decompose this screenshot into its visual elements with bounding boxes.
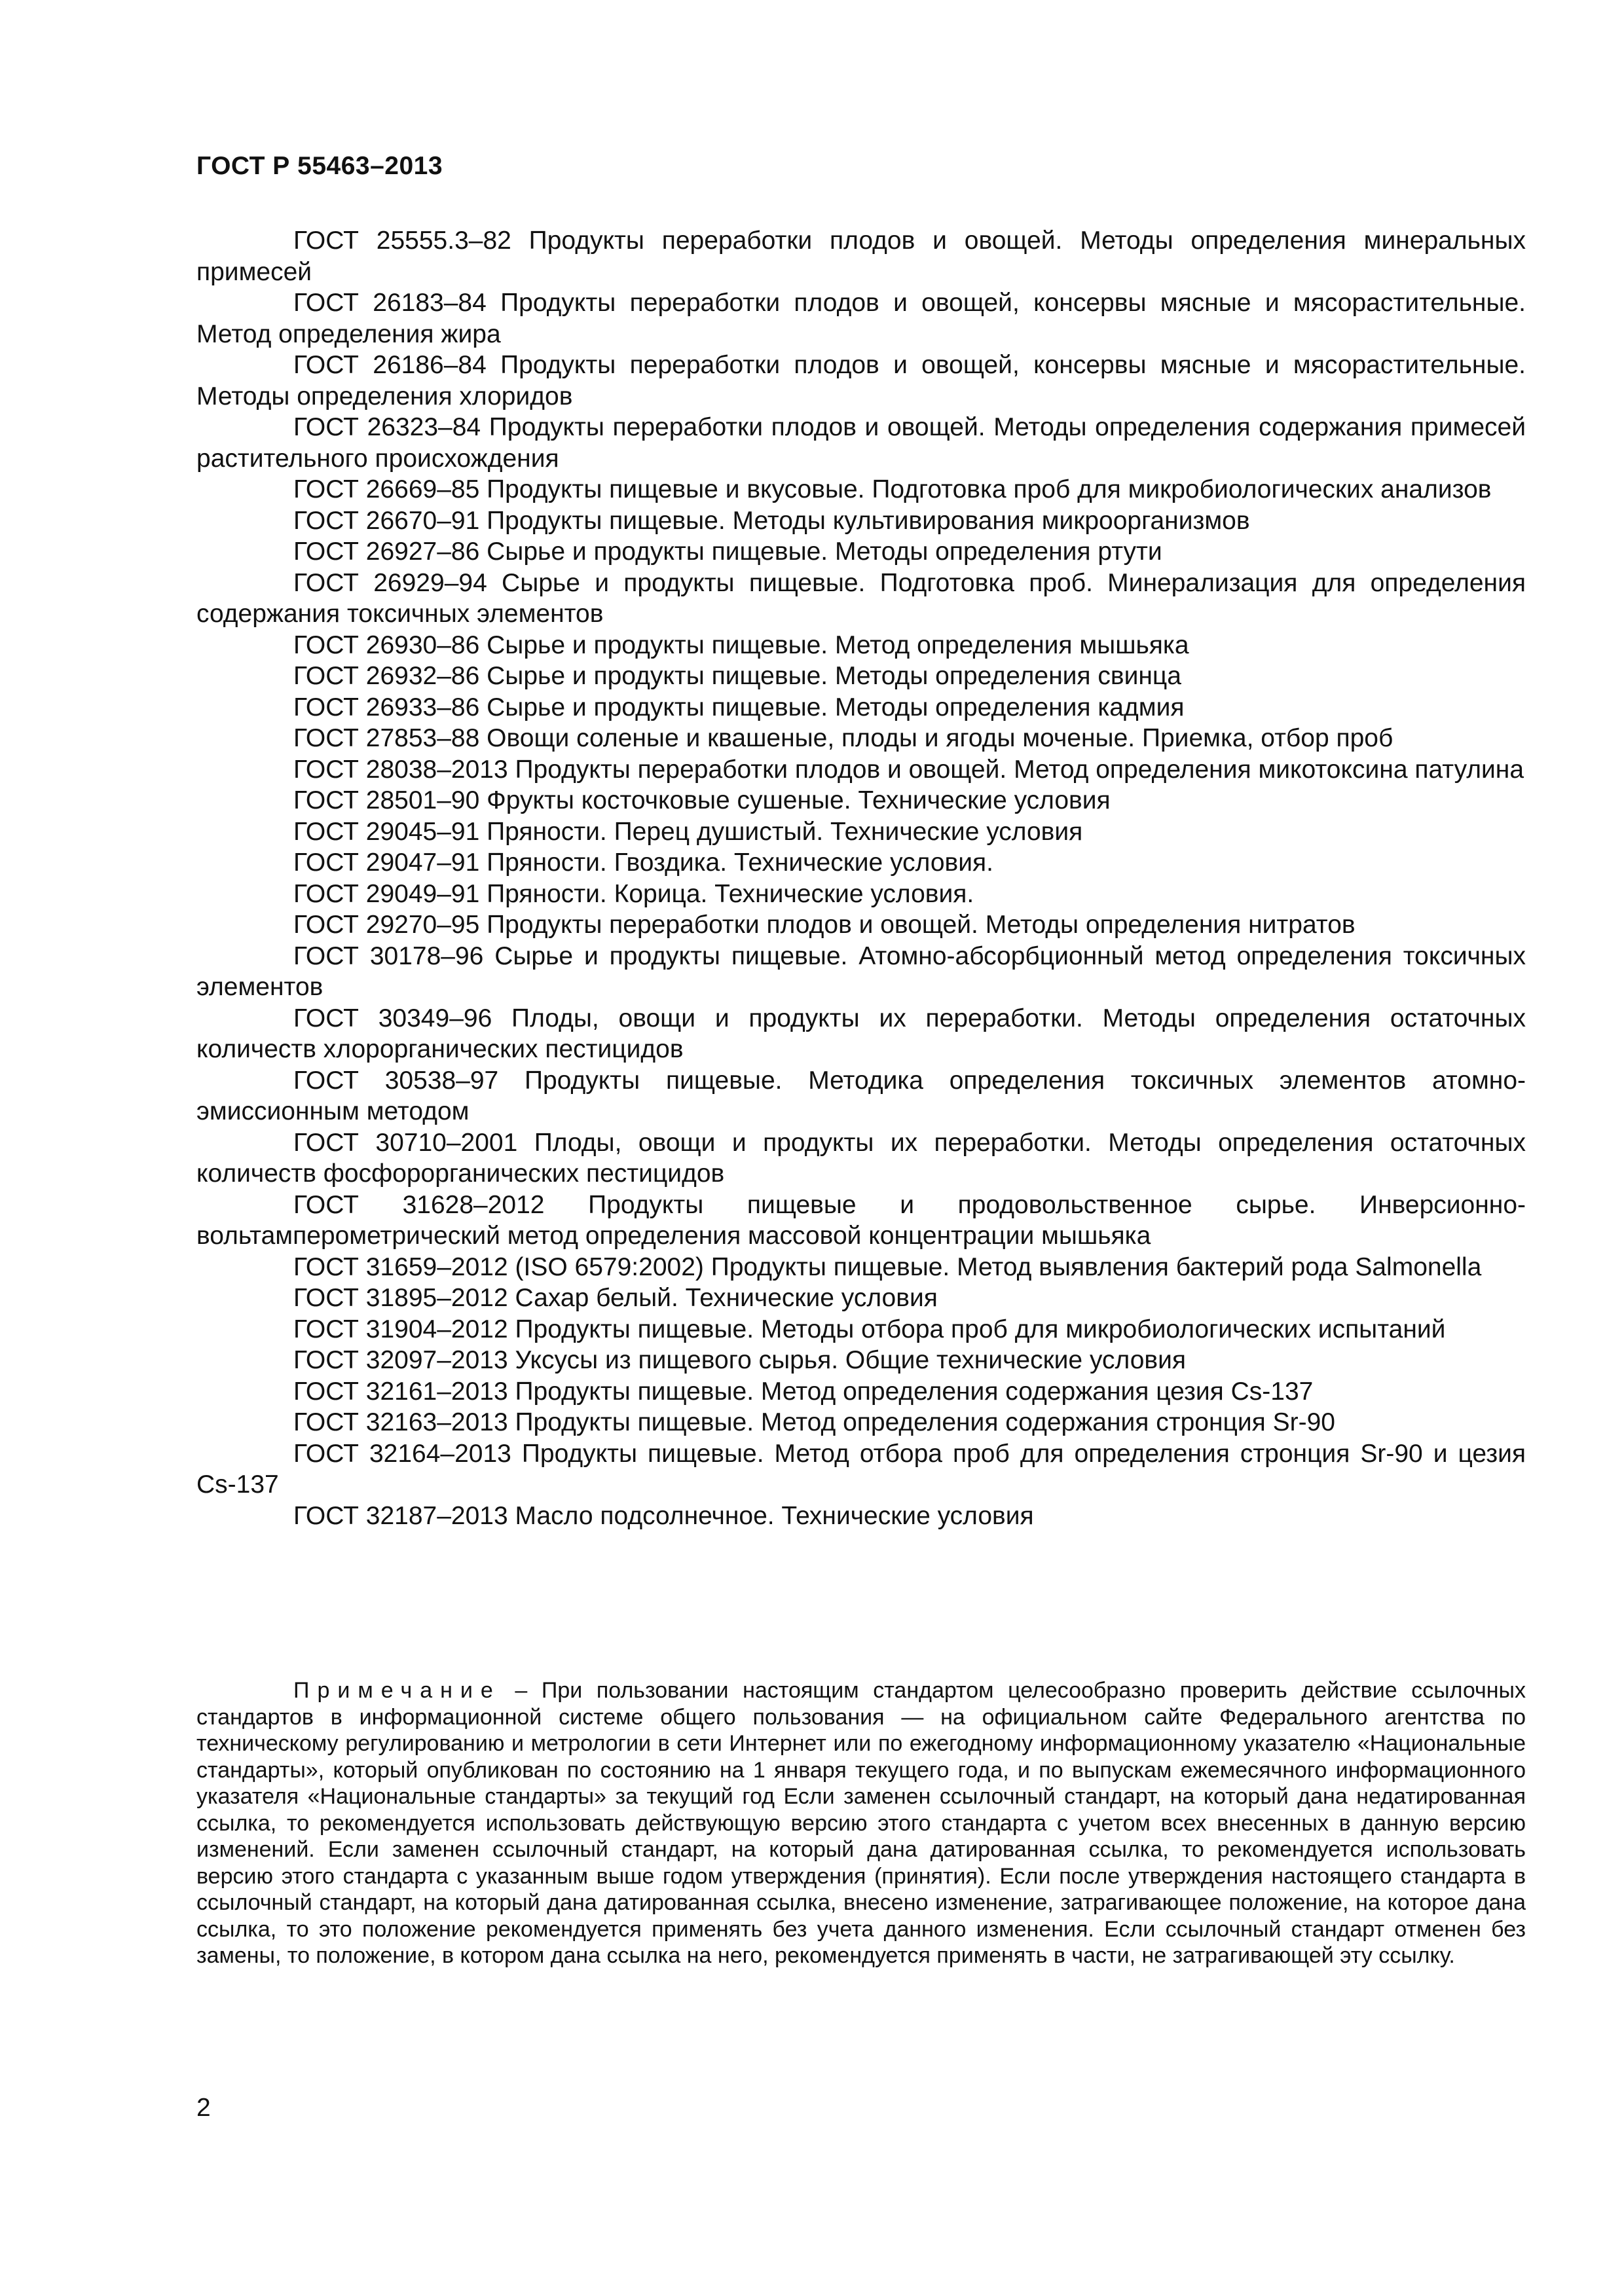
reference-item: ГОСТ 25555.3–82 Продукты переработки плодов и овощей. Методы определения минеральных примесей [196, 227, 1526, 286]
note-label: Примечание [293, 1678, 501, 1703]
reference-item: ГОСТ 26932–86 Сырье и продукты пищевые. Методы определения свинца [293, 662, 1181, 690]
reference-item: ГОСТ 26669–85 Продукты пищевые и вкусовые. Подготовка проб для микробиологических анализов [293, 475, 1492, 503]
reference-item: ГОСТ 26670–91 Продукты пищевые. Методы культивирования микроорганизмов [293, 506, 1250, 535]
note-paragraph [196, 1677, 1526, 1969]
reference-item: ГОСТ 28501–90 Фрукты косточковые сушеные. Технические условия [293, 786, 1111, 814]
reference-item: ГОСТ 31659–2012 (ISO 6579:2002) Продукты пищевые. Метод выявления бактерий рода Salmonella [293, 1252, 1482, 1281]
reference-item: ГОСТ 29049–91 Пряности. Корица. Технические условия. [293, 879, 974, 908]
reference-item: ГОСТ 26186–84 Продукты переработки плодов и овощей, консервы мясные и мясорастительные. Методы определения хлоридов [196, 351, 1526, 410]
reference-item: ГОСТ 28038–2013 Продукты переработки плодов и овощей. Метод определения микотоксина патулина [293, 755, 1524, 784]
reference-item: ГОСТ 31628–2012 Продукты пищевые и продовольственное сырье. Инверсионно-вольтамперометрический метод определения массовой концентрации мышьяка [196, 1190, 1526, 1250]
note-text: – При пользовании настоящим стандартом целесообразно проверить действие ссылочных стандартов в информационной системе общего пользования — на официальном сайте Федерального агентства по техническому регулированию и метрологии в сети Интернет или по ежегодному информационному указателю «Национальные стандарты», который опубликован по состоянию на 1 января текущего года, и по выпускам ежемесячного информационного указателя «Национальные стандарты» за текущий год Если заменен ссылочный стандарт, на который дана недатированная ссылка, то рекомендуется использовать действующую версию этого стандарта с учетом всех внесенных в данную версию изменений. Если заменен ссылочный стандарт, на который дана датированная ссылка, то рекомендуется использовать версию этого стандарта с указанным выше годом утверждения (принятия). Если после утверждения настоящего стандарта в ссылочный стандарт, на который дана датированная ссылка, внесено изменение, затрагивающее положение, на которое дана ссылка, то это положение рекомендуется применять без учета данного изменения. Если ссылочный стандарт отменен без замены, то положение, в котором дана ссылка на него, рекомендуется применять в части, не затрагивающей эту ссылку. [196, 1678, 1526, 1968]
reference-item: ГОСТ 31895–2012 Сахар белый. Технические условия [293, 1284, 938, 1312]
reference-item: ГОСТ 27853–88 Овощи соленые и квашеные, плоды и ягоды моченые. Приемка, отбор проб [293, 724, 1393, 752]
reference-item: ГОСТ 30710–2001 Плоды, овощи и продукты их переработки. Методы определения остаточных количеств фосфорорганических пестицидов [196, 1128, 1526, 1188]
reference-item: ГОСТ 26183–84 Продукты переработки плодов и овощей, консервы мясные и мясорастительные. Метод определения жира [196, 289, 1526, 348]
reference-item: ГОСТ 26933–86 Сырье и продукты пищевые. Методы определения кадмия [293, 693, 1185, 721]
reference-item: ГОСТ 30178–96 Сырье и продукты пищевые. Атомно-абсорбционный метод определения токсичных элементов [196, 941, 1526, 1001]
reference-item: ГОСТ 32164–2013 Продукты пищевые. Метод отбора проб для определения стронция Sr-90 и цезия Cs-137 [196, 1439, 1526, 1499]
reference-item: ГОСТ 26929–94 Сырье и продукты пищевые. Подготовка проб. Минерализация для определения содержания токсичных элементов [196, 568, 1526, 628]
reference-item: ГОСТ 30349–96 Плоды, овощи и продукты их переработки. Методы определения остаточных количеств хлорорганических пестицидов [196, 1004, 1526, 1063]
reference-item: ГОСТ 32187–2013 Масло подсолнечное. Технические условия [293, 1501, 1034, 1530]
reference-item: ГОСТ 29045–91 Пряности. Перец душистый. Технические условия [293, 817, 1083, 846]
reference-item: ГОСТ 26927–86 Сырье и продукты пищевые. Методы определения ртути [293, 538, 1162, 566]
reference-item: ГОСТ 32163–2013 Продукты пищевые. Метод определения содержания стронция Sr-90 [293, 1408, 1335, 1436]
reference-item: ГОСТ 32097–2013 Уксусы из пищевого сырья. Общие технические условия [293, 1346, 1187, 1374]
reference-item: ГОСТ 26323–84 Продукты переработки плодов и овощей. Методы определения содержания примесей растительного происхождения [196, 413, 1526, 473]
reference-item: ГОСТ 32161–2013 Продукты пищевые. Метод определения содержания цезия Cs-137 [293, 1377, 1314, 1406]
reference-item: ГОСТ 26930–86 Сырье и продукты пищевые. Метод определения мышьяка [293, 630, 1189, 659]
normative-references-list [196, 225, 1526, 1531]
page-number: 2 [196, 2094, 211, 2122]
reference-item: ГОСТ 29270–95 Продукты переработки плодов и овощей. Методы определения нитратов [293, 911, 1356, 939]
document-header-code: ГОСТ Р 55463–2013 [196, 152, 443, 180]
reference-item: ГОСТ 29047–91 Пряности. Гвоздика. Технические условия. [293, 848, 993, 877]
reference-item: ГОСТ 30538–97 Продукты пищевые. Методика определения токсичных элементов атомно-эмиссионным методом [196, 1066, 1526, 1125]
reference-item: ГОСТ 31904–2012 Продукты пищевые. Методы отбора проб для микробиологических испытаний [293, 1315, 1446, 1343]
